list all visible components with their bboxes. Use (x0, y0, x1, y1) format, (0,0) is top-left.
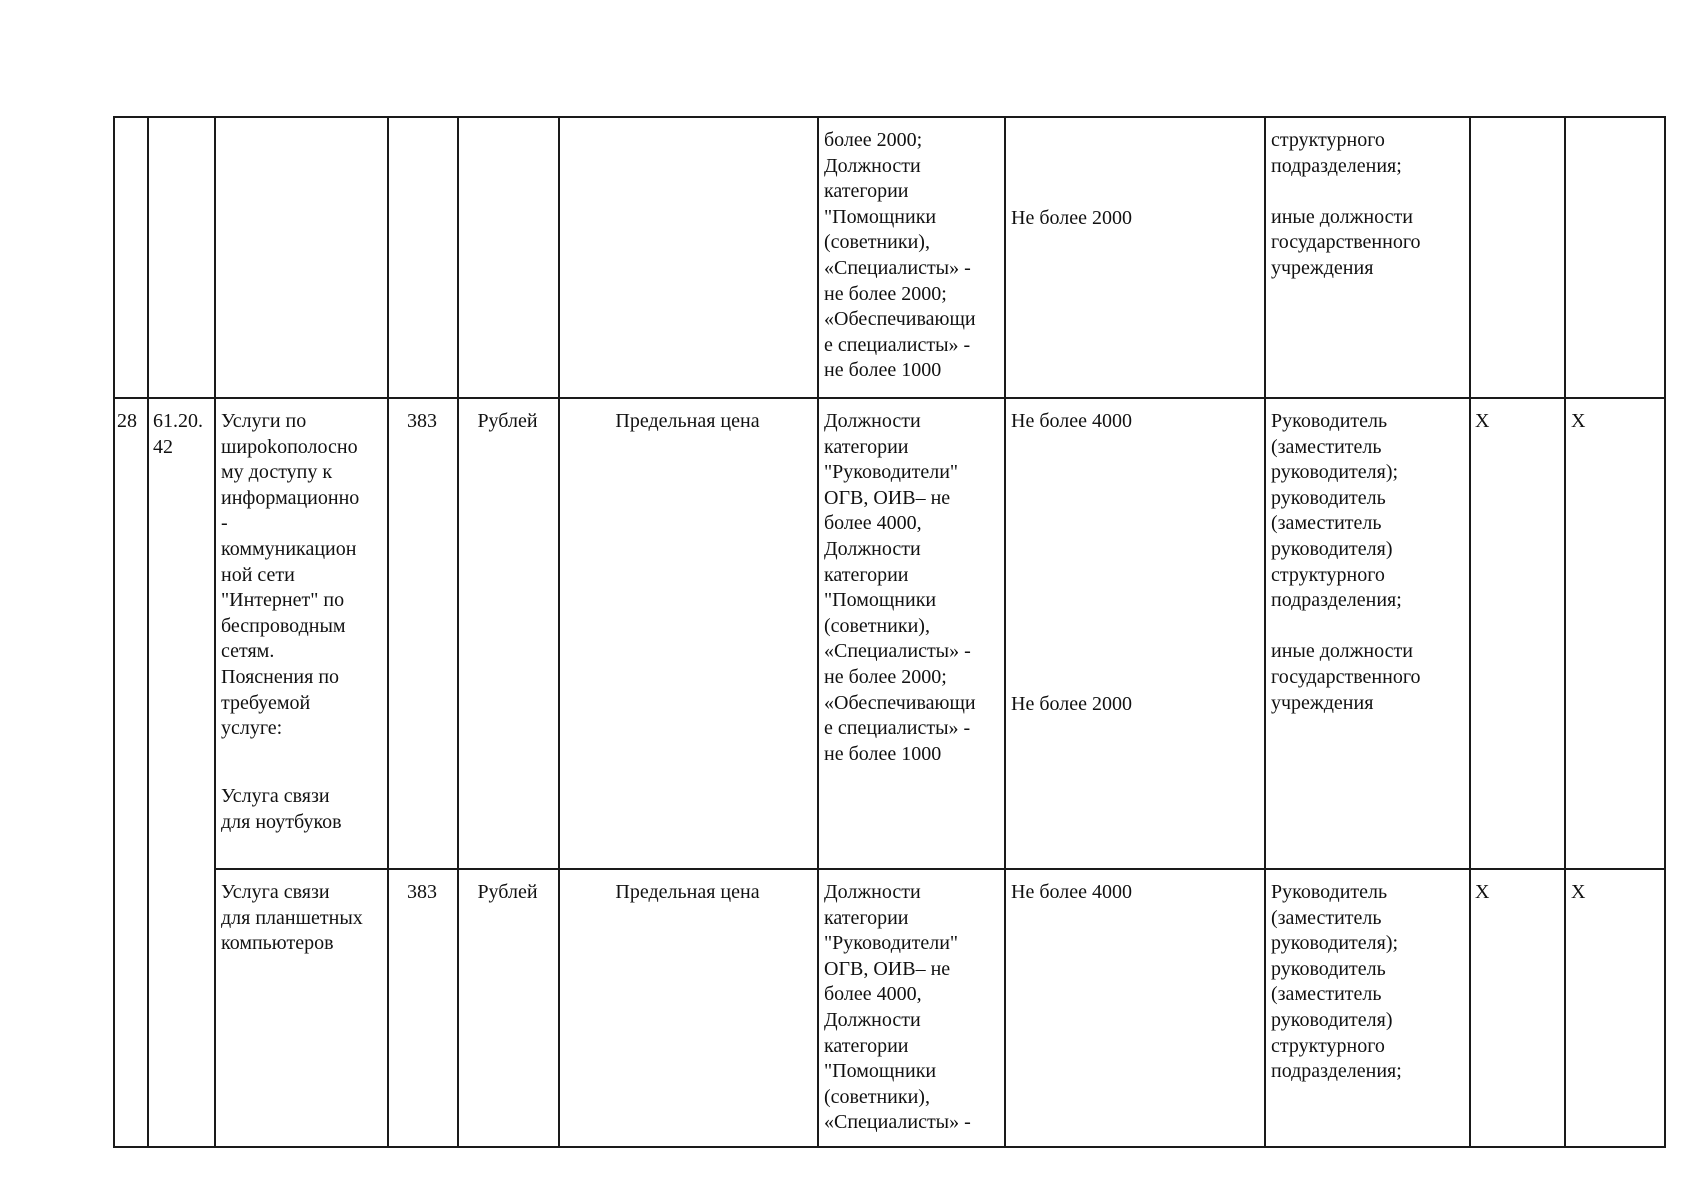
column-divider (1564, 116, 1566, 1148)
table-border-top (113, 116, 1666, 118)
requirements-cell: более 2000; Должности категории "Помощники (советники), «Специалисты» - не более 2000; «Обеспечивающи е специалисты» - не более 1000 (824, 129, 976, 382)
unit-name: Рублей (477, 881, 538, 903)
positions-cell: Руководитель (заместитель руководителя); руководитель (заместитель руководителя) структурного подразделения; (1271, 881, 1402, 1083)
column-divider (1004, 116, 1006, 1148)
value-cell: Не более 4000 (1011, 410, 1132, 432)
column-divider (1264, 116, 1266, 1148)
table-border-bottom (113, 1146, 1666, 1148)
column-divider (387, 116, 389, 1148)
characteristic: Предельная цена (615, 410, 760, 432)
row-divider (113, 397, 1666, 399)
column-divider (147, 116, 149, 1148)
unit-name: Рублей (477, 410, 538, 432)
mark-cell: X (1571, 410, 1586, 432)
positions-cell: Руководитель (заместитель руководителя); руководитель (заместитель руководителя) структурного подразделения; иные должности государственного учреждения (1271, 410, 1421, 714)
row-divider (214, 868, 1666, 870)
mark-cell: X (1475, 881, 1490, 903)
service-name: Услуга связи для планшетных компьютеров (221, 881, 363, 955)
column-divider (1469, 116, 1471, 1148)
okei-code: 383 (407, 410, 437, 432)
column-divider (558, 116, 560, 1148)
okei-code: 383 (407, 881, 437, 903)
service-subname: Услуга связи для ноутбуков (221, 785, 342, 833)
characteristic: Предельная цена (615, 881, 760, 903)
requirements-cell: Должности категории "Руководители" ОГВ, ОИВ– не более 4000, Должности категории "Помощники (советники), «Специалисты» - (824, 881, 971, 1134)
positions-cell: структурного подразделения; иные должности государственного учреждения (1271, 129, 1421, 279)
value-cell: Не более 4000 (1011, 881, 1132, 903)
requirements-cell: Должности категории "Руководители" ОГВ, ОИВ– не более 4000, Должности категории "Помощники (советники), «Специалисты» - не более 2000; «Обеспечивающи е специалисты» - не более 1000 (824, 410, 976, 765)
okpd-code: 61.20. 42 (153, 410, 203, 458)
column-divider (817, 116, 819, 1148)
mark-cell: X (1475, 410, 1490, 432)
mark-cell: X (1571, 881, 1586, 903)
row-number: 28 (117, 410, 137, 432)
table-border-right (1664, 116, 1666, 1148)
column-divider (214, 116, 216, 1148)
table-border-left (113, 116, 115, 1148)
column-divider (457, 116, 459, 1148)
value-cell: Не более 2000 (1011, 693, 1132, 715)
service-name: Услуги по широkoполосно му доступу к информационно - коммуникацион ной сети "Интернет" по беспроводным сетям. Пояснения по требуемой услуге: (221, 410, 360, 740)
value-cell: Не более 2000 (1011, 207, 1132, 229)
